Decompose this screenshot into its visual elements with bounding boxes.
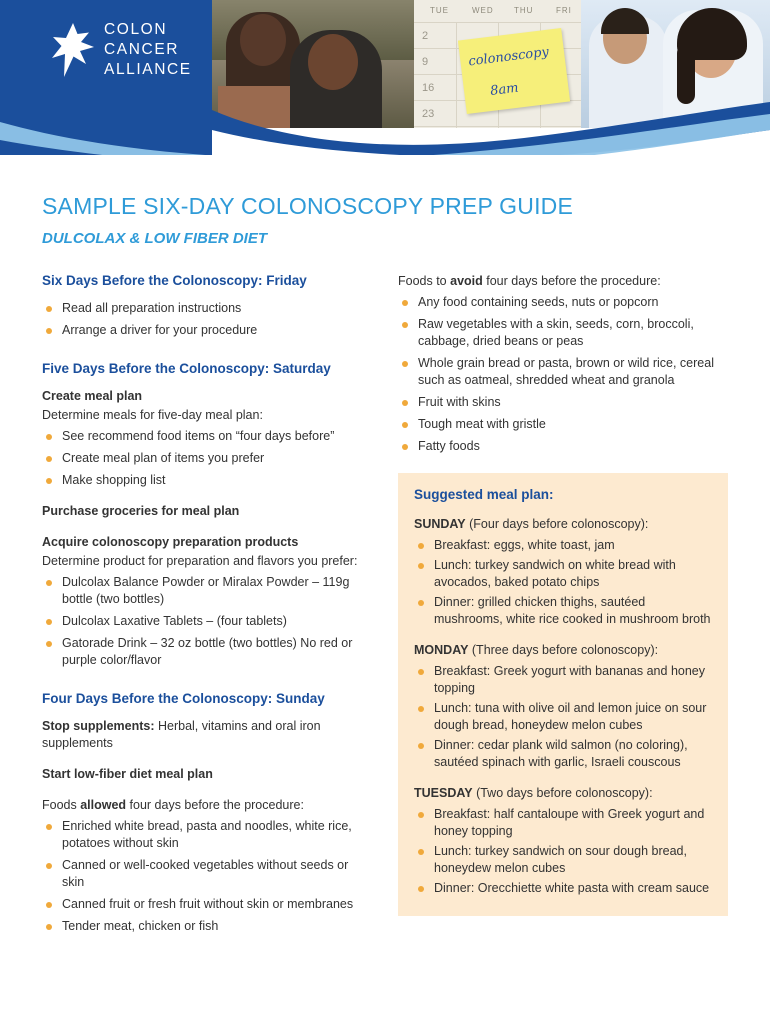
list-item: Canned fruit or fresh fruit without skin or membranes: [42, 896, 372, 913]
list-item: Breakfast: half cantaloupe with Greek yogurt and honey topping: [414, 806, 712, 840]
allowed-prefix: Foods: [42, 798, 81, 812]
heading-six-days: Six Days Before the Colonoscopy: Friday: [42, 273, 307, 288]
list-item: Read all preparation instructions: [42, 300, 372, 317]
organization-logo: [52, 20, 192, 80]
list-meal-plan-steps: [42, 428, 372, 489]
list-item: Canned or well-cooked vegetables without seeds or skin: [42, 857, 372, 891]
text-determine-meals: Determine meals for five-day meal plan:: [42, 408, 263, 422]
sticky-note-line1: colonoscopy: [467, 44, 550, 70]
avoid-suffix: four days before the procedure:: [482, 274, 661, 288]
calendar-weekday: TUE: [430, 6, 449, 15]
meal-day-note: (Three days before colonoscopy):: [468, 643, 659, 657]
page-subtitle: DULCOLAX & LOW FIBER DIET: [42, 230, 267, 247]
meal-list: [414, 663, 712, 771]
suggested-meal-plan-box: [398, 473, 728, 916]
calendar-weekday: THU: [514, 6, 534, 15]
meal-day-name: TUESDAY: [414, 786, 473, 800]
star-person-icon: [52, 23, 94, 77]
meal-day-name: SUNDAY: [414, 517, 466, 531]
list-six-days: [42, 300, 372, 339]
meal-list: [414, 537, 712, 628]
meal-plan-title: Suggested meal plan:: [414, 487, 554, 502]
text-foods-allowed: [42, 797, 372, 814]
label-stop-supplements: Stop supplements:: [42, 719, 155, 733]
meal-list: [414, 806, 712, 897]
heading-four-days: Four Days Before the Colonoscopy: Sunday: [42, 691, 325, 706]
calendar-date: 2: [422, 30, 429, 42]
list-item: Fruit with skins: [398, 394, 728, 411]
list-item: Dulcolax Laxative Tablets – (four tablets): [42, 613, 372, 630]
heading-five-days: Five Days Before the Colonoscopy: Saturday: [42, 361, 331, 376]
meal-day-heading: [414, 642, 712, 659]
text-stop-supplements-detail: Herbal, vitamins and oral iron supplements: [42, 719, 321, 750]
list-item: Create meal plan of items you prefer: [42, 450, 372, 467]
avoid-prefix: Foods to: [398, 274, 451, 288]
text-foods-avoid: [398, 273, 728, 290]
right-column: [398, 273, 728, 940]
meal-day-monday: [414, 642, 712, 771]
list-item: Dulcolax Balance Powder or Miralax Powder – 119g bottle (two bottles): [42, 574, 372, 608]
list-foods-avoid: [398, 294, 728, 455]
content-columns: [0, 247, 770, 940]
list-item: Dinner: Orecchiette white pasta with cream sauce: [414, 880, 712, 897]
list-item: Tender meat, chicken or fish: [42, 918, 372, 935]
allowed-suffix: four days before the procedure:: [126, 798, 304, 812]
allowed-emphasis: allowed: [80, 798, 127, 812]
label-acquire-products: Acquire colonoscopy preparation products: [42, 535, 299, 549]
meal-day-sunday: [414, 516, 712, 628]
avoid-emphasis: avoid: [450, 274, 483, 288]
page-title: SAMPLE SIX-DAY COLONOSCOPY PREP GUIDE: [42, 193, 574, 219]
list-item: Lunch: turkey sandwich on white bread with avocados, baked potato chips: [414, 557, 712, 591]
list-item: Breakfast: Greek yogurt with bananas and honey topping: [414, 663, 712, 697]
text-determine-product: Determine product for preparation and flavors you prefer:: [42, 554, 358, 568]
calendar-weekday: FRI: [556, 6, 572, 15]
list-item: Make shopping list: [42, 472, 372, 489]
calendar-date: 16: [422, 82, 435, 94]
meal-day-tuesday: [414, 785, 712, 897]
sticky-note-line2: 8am: [489, 80, 520, 99]
meal-day-name: MONDAY: [414, 643, 469, 657]
calendar-date: 9: [422, 56, 429, 68]
meal-day-heading: [414, 516, 712, 533]
list-item: Dinner: grilled chicken thighs, sautéed mushrooms, white rice cooked in mushroom broth: [414, 594, 712, 628]
label-create-meal-plan: Create meal plan: [42, 389, 143, 403]
list-item: Tough meat with gristle: [398, 416, 728, 433]
label-start-low-fiber: Start low-fiber diet meal plan: [42, 767, 213, 781]
header-wave-divider: [0, 96, 770, 155]
list-item: See recommend food items on “four days before”: [42, 428, 372, 445]
list-item: Fatty foods: [398, 438, 728, 455]
list-item: Lunch: turkey sandwich on sour dough bread, honeydew melon cubes: [414, 843, 712, 877]
logo-line-1: COLON: [104, 21, 168, 38]
page-header: [0, 0, 770, 155]
meal-day-note: (Four days before colonoscopy):: [465, 517, 649, 531]
left-column: [42, 273, 372, 940]
list-item: Any food containing seeds, nuts or popcorn: [398, 294, 728, 311]
list-item: Arrange a driver for your procedure: [42, 322, 372, 339]
calendar-date: 23: [422, 108, 435, 120]
meal-day-heading: [414, 785, 712, 802]
text-stop-supplements: [42, 718, 372, 752]
meal-day-note: (Two days before colonoscopy):: [472, 786, 653, 800]
list-prep-products: [42, 574, 372, 669]
title-block: [0, 155, 770, 247]
list-foods-allowed: [42, 818, 372, 935]
calendar-weekdays: [414, 6, 581, 22]
list-item: Breakfast: eggs, white toast, jam: [414, 537, 712, 554]
list-item: Enriched white bread, pasta and noodles, white rice, potatoes without skin: [42, 818, 372, 852]
list-item: Lunch: tuna with olive oil and lemon juice on sour dough bread, honeydew melon cubes: [414, 700, 712, 734]
list-item: Dinner: cedar plank wild salmon (no coloring), sautéed spinach with garlic, Israeli couscous: [414, 737, 712, 771]
logo-line-3: ALLIANCE: [104, 61, 192, 78]
logo-line-2: CANCER: [104, 41, 180, 58]
list-item: Gatorade Drink – 32 oz bottle (two bottles) No red or purple color/flavor: [42, 635, 372, 669]
list-item: Raw vegetables with a skin, seeds, corn, broccoli, cabbage, dried beans or peas: [398, 316, 728, 350]
label-purchase-groceries: Purchase groceries for meal plan: [42, 504, 240, 518]
list-item: Whole grain bread or pasta, brown or wild rice, cereal such as oatmeal, shredded wheat and granola: [398, 355, 728, 389]
calendar-weekday: WED: [472, 6, 494, 15]
